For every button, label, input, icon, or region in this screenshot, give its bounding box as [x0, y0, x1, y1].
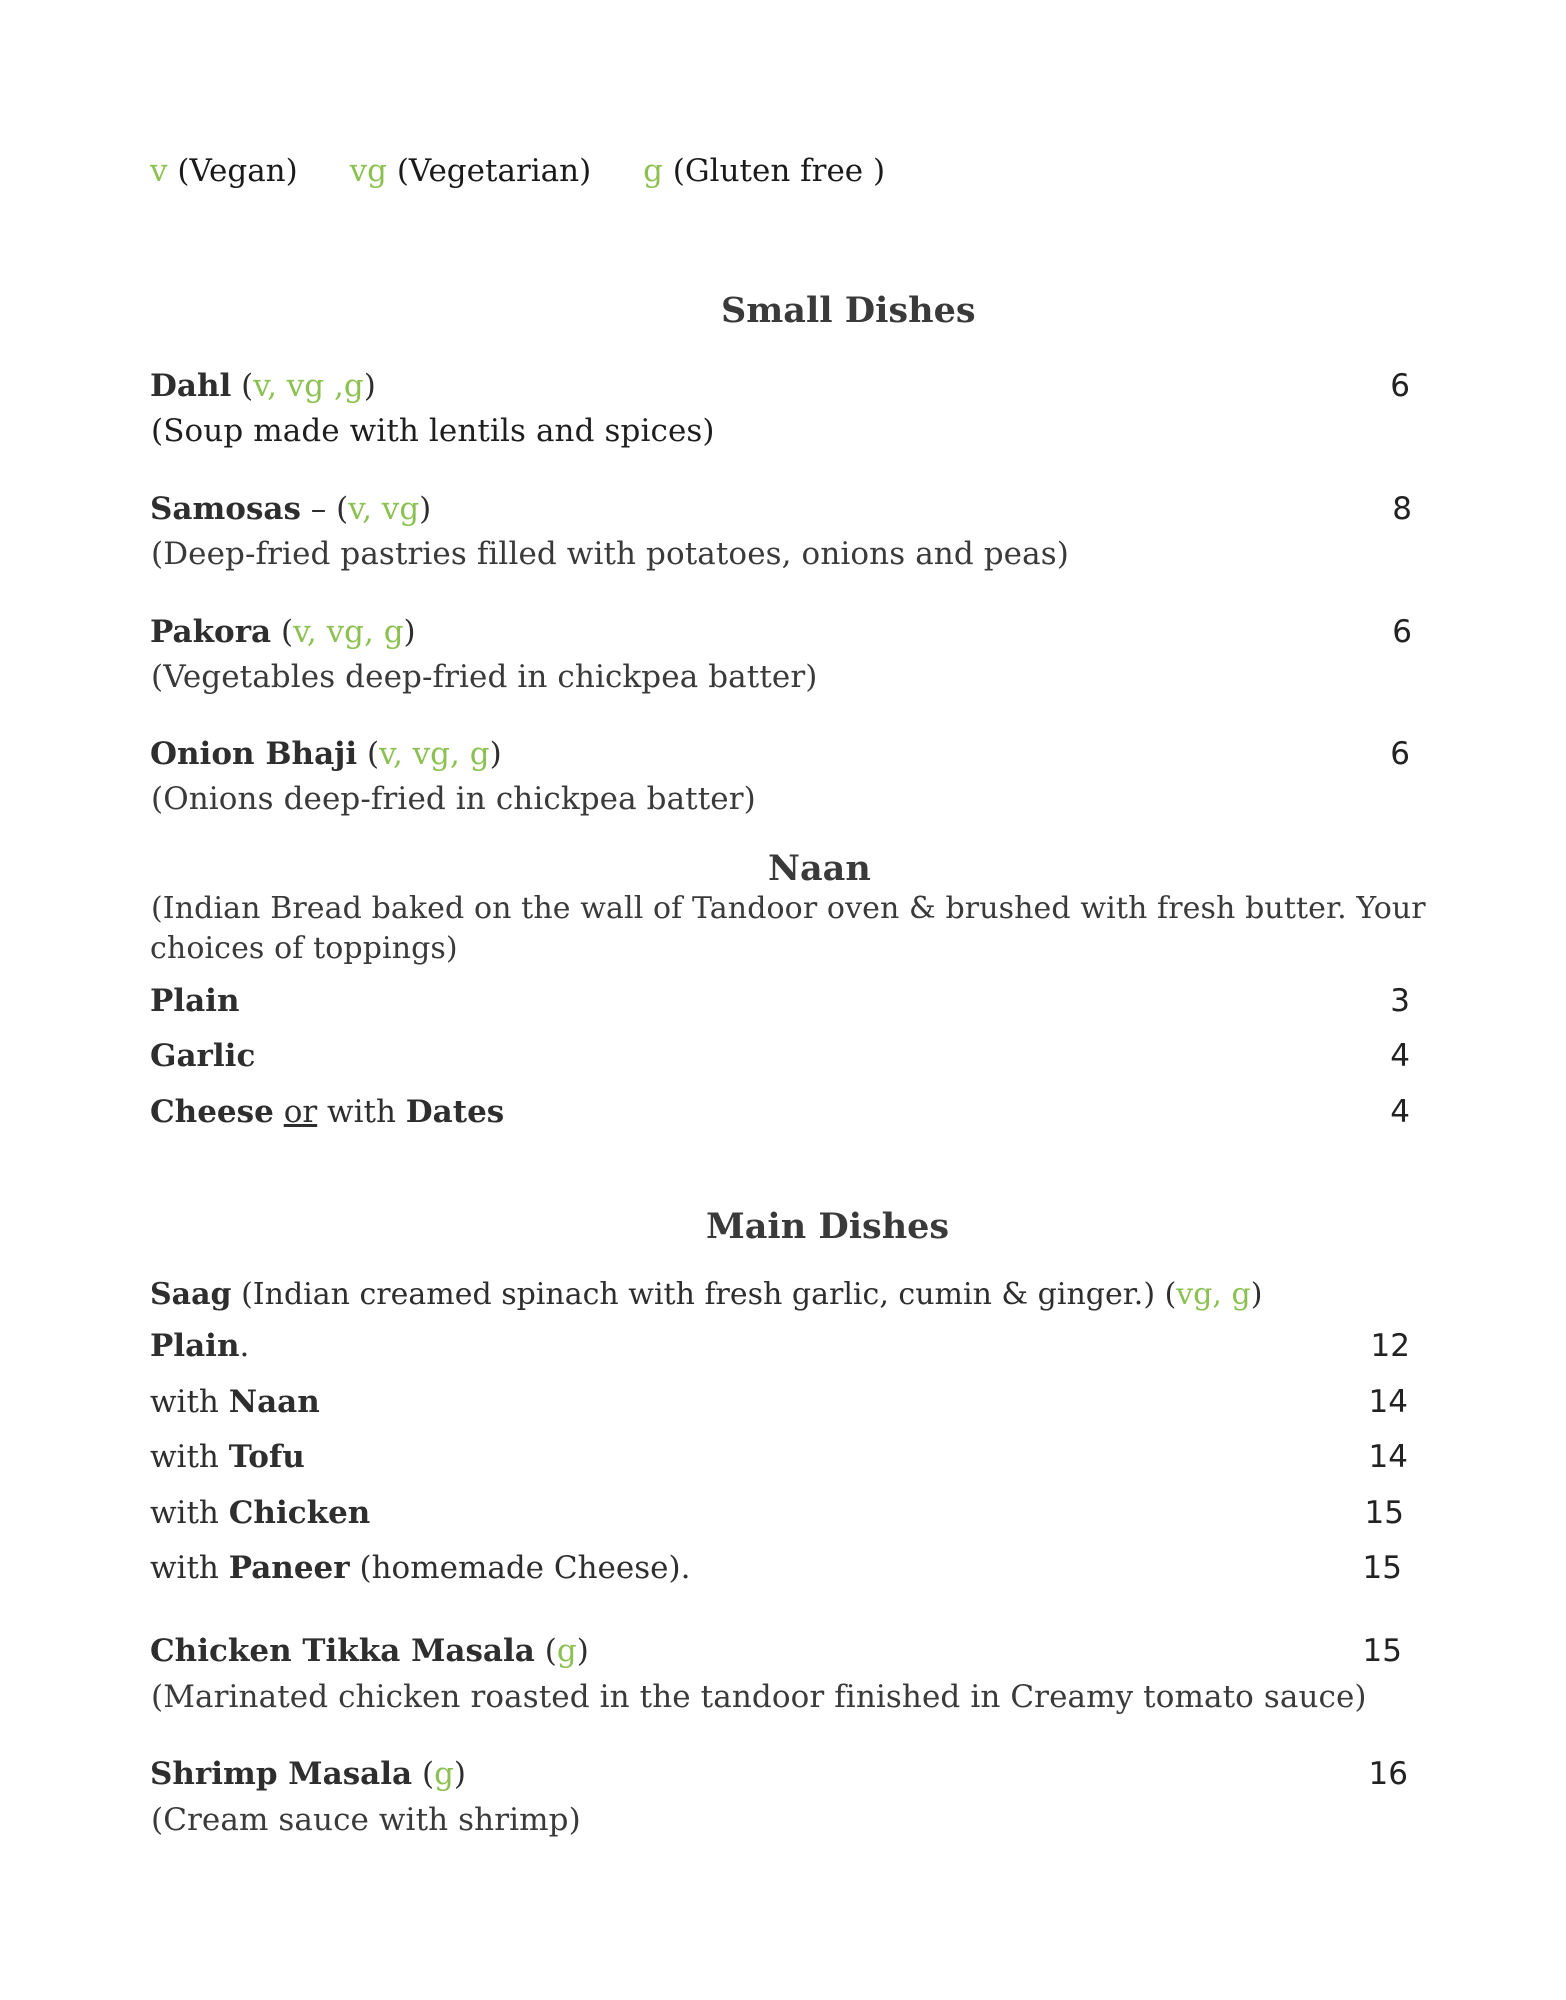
tag-close: )	[576, 1633, 589, 1669]
item-name: Shrimp Masala	[150, 1756, 413, 1792]
item-price: 15	[1362, 1633, 1402, 1669]
tag-open: (	[271, 614, 294, 650]
tag-close: )	[453, 1756, 467, 1792]
item-description: (Marinated chicken roasted in the tandoor finished in Creamy tomato sauce)	[151, 1679, 1367, 1715]
item-price: 6	[1390, 368, 1410, 404]
item-name: Chicken Tikka Masala	[150, 1633, 535, 1669]
option-price: 15	[1364, 1495, 1404, 1531]
item-name-line	[150, 614, 416, 650]
tag-close: )	[1250, 1277, 1263, 1312]
saag-name: Saag	[150, 1277, 232, 1312]
item-name: Onion Bhaji	[150, 736, 358, 772]
option-price: 14	[1368, 1384, 1408, 1420]
option-name-dates: Dates	[405, 1094, 505, 1130]
option-with: with	[317, 1094, 406, 1130]
item-price: 16	[1368, 1756, 1408, 1792]
item-name: Samosas	[150, 491, 301, 527]
option-name: Garlic	[150, 1038, 256, 1074]
dietary-legend	[150, 153, 885, 189]
tag-open: (	[357, 736, 380, 772]
item-name-line	[150, 368, 376, 404]
option-price: 15	[1362, 1550, 1402, 1586]
dietary-tags: v, vg, g	[293, 614, 404, 650]
saag-description: (Indian creamed spinach with fresh garlic, cumin & ginger.) (	[231, 1277, 1177, 1312]
legend-code-gluten-free: g	[643, 153, 663, 189]
item-name-line	[150, 736, 502, 772]
item-name-line	[150, 491, 431, 527]
legend-label-vegetarian: (Vegetarian)	[396, 153, 592, 189]
legend-label-gluten-free: (Gluten free )	[672, 153, 886, 189]
item-description: (Cream sauce with shrimp)	[151, 1802, 581, 1838]
tag-close: )	[419, 491, 432, 527]
option-name: Tofu	[228, 1439, 305, 1475]
dietary-tags: g	[434, 1756, 454, 1792]
tag-close: )	[489, 736, 502, 772]
saag-title-line	[150, 1277, 1262, 1312]
legend-code-vegan: v	[150, 153, 168, 189]
item-description: (Vegetables deep-fried in chickpea batter)	[151, 659, 818, 695]
option-price: 4	[1390, 1038, 1410, 1074]
dietary-tags: v, vg	[348, 491, 420, 527]
option-or: or	[283, 1094, 318, 1130]
tag-open: (	[231, 368, 254, 404]
option-name: Plain	[150, 983, 240, 1019]
legend-label-vegan: (Vegan)	[177, 153, 298, 189]
naan-description-line2: choices of toppings)	[150, 931, 458, 966]
item-price: 8	[1392, 491, 1412, 527]
item-price: 6	[1390, 736, 1410, 772]
option-price: 3	[1390, 983, 1410, 1019]
tag-open: (	[412, 1756, 435, 1792]
dietary-tags: v, vg, g	[379, 736, 490, 772]
item-name: Dahl	[150, 368, 232, 404]
item-name-line	[150, 1756, 466, 1792]
option-name-cheese: Cheese	[150, 1094, 274, 1130]
dietary-tags: v, vg ,g	[253, 368, 364, 404]
tag-close: )	[403, 614, 416, 650]
item-name: Pakora	[150, 614, 272, 650]
tag-open: – (	[300, 491, 349, 527]
option-name: Plain	[150, 1328, 240, 1364]
dietary-tags: g	[556, 1633, 577, 1669]
item-description: (Onions deep-fried in chickpea batter)	[151, 781, 756, 817]
option-name: Paneer	[228, 1550, 350, 1586]
naan-heading: Naan	[768, 848, 871, 889]
legend-code-vegetarian: vg	[349, 153, 387, 189]
menu-page: v (Vegan) vg (Vegetarian) g (Gluten free ) Small Dishes Dahl (v, vg ,g) 6 (Soup made with lentils and spices) Samosas – (v, vg) 8 (Deep-fried pastries filled with potatoes, onions and peas) Pakora (v, vg, g) 6 (Vegetables deep-fried in chickpea batter) Onion Bhaji (v, vg, g) 6 (Onions deep-fried in chickpea batter) Naan (Indian Bread baked on the wall of Tandoor oven & brushed with fresh butter. Your choices of toppings) Plain 3 Garlic 4 Cheese or with Dates 4 Main Dishes Saag (Indian creamed spinach with fresh garlic, cumin & ginger.) (vg, g) Plain. 12 with Naan 14 with Tofu 14 with Chicken 15 with Paneer (homemade Cheese). 15 Chicken Tikka Masala (g) 15 (Marinated chicken roasted in the tandoor finished in Creamy tomato sauce) Shrimp Masala (g) 16 (Cream sauce with shrimp)	[150, 153, 1426, 1838]
tag-open: (	[534, 1633, 557, 1669]
dietary-tags: vg, g	[1176, 1277, 1251, 1312]
item-price: 6	[1392, 614, 1412, 650]
naan-description-line1: (Indian Bread baked on the wall of Tandoor oven & brushed with fresh butter. Your	[151, 891, 1426, 926]
main-dishes-heading: Main Dishes	[706, 1206, 950, 1247]
small-dishes-heading: Small Dishes	[721, 290, 976, 331]
option-name: Chicken	[228, 1495, 371, 1531]
option-price: 4	[1390, 1094, 1410, 1130]
tag-close: )	[363, 368, 376, 404]
option-price: 14	[1368, 1439, 1408, 1475]
item-name-line	[150, 1633, 589, 1669]
option-price: 12	[1370, 1328, 1410, 1364]
option-name: Naan	[228, 1384, 320, 1420]
item-description: (Deep-fried pastries filled with potatoes, onions and peas)	[151, 536, 1069, 572]
item-description: (Soup made with lentils and spices)	[151, 413, 715, 449]
